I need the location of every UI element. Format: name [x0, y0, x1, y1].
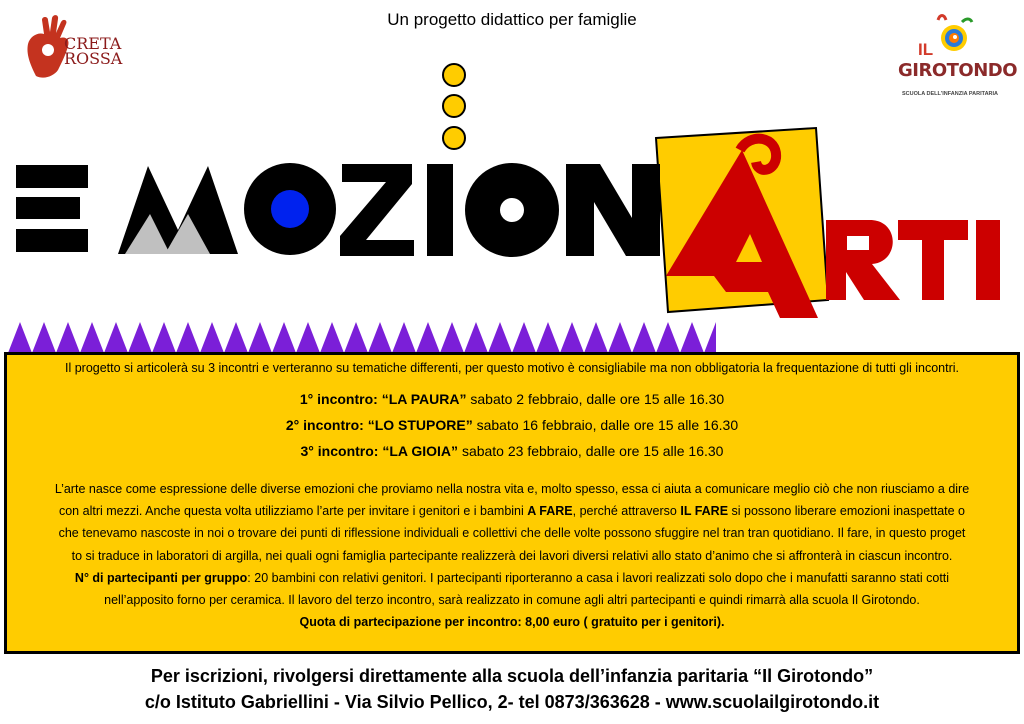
meeting-1 — [7, 391, 1017, 407]
letter-n — [566, 164, 660, 256]
girotondo-logo-text: GIROTONDO — [898, 60, 1018, 81]
meeting-2 — [7, 417, 1017, 433]
meeting-label: 2° incontro: — [285, 417, 364, 433]
logo-prefix: IL — [918, 40, 934, 59]
letter-r-red — [826, 220, 900, 300]
participants-label: N° di partecipanti per gruppo — [74, 570, 248, 585]
footer-enrollment: Per iscrizioni, rivolgersi direttamente alla scuola dell’infanzia paritaria “Il Girotondo” — [150, 666, 874, 686]
body-line: che tenevamo nascoste in noi o trovare dei punti di riflessione individuali e collettivi che delle volte possono sfuggire nel tran tran quotidiano. Il fare, in questo proget — [58, 526, 966, 541]
meeting-3 — [7, 443, 1017, 459]
triangle-border — [8, 322, 716, 353]
girotondo-logo-tagline: SCUOLA DELL'INFANZIA PARITARIA — [902, 91, 999, 97]
meeting-theme: “LA PAURA” — [381, 391, 467, 407]
meeting-theme: “LO STUPORE” — [367, 417, 473, 433]
meeting-label: 1° incontro: — [299, 391, 378, 407]
body-fragment: , perché attraverso — [572, 504, 681, 519]
letter-t-red — [898, 220, 968, 300]
body-line: L’arte nasce come espressione delle diverse emozioni che proviamo nella nostra vita e, molto spesso, essa ci aiuta a comunicare meglio ciò che non riusciamo a dire — [54, 482, 970, 496]
body-fragment: : 20 bambini con relativi genitori. I partecipanti riporteranno a casa i lavori realizzati solo dopo che i manufatti saranno stati cotti — [247, 570, 950, 585]
logo-line-2: ROSSA — [64, 49, 123, 68]
footer-contact: c/o Istituto Gabriellini - Via Silvio Pellico, 2- tel 0873/363628 - www.scuolailgirotondo.it — [144, 692, 880, 712]
poster-title — [0, 55, 1024, 330]
body-line — [7, 567, 1017, 589]
letter-e — [16, 165, 88, 252]
fee-line — [7, 611, 1017, 633]
dot-icon — [443, 64, 465, 86]
description-text — [7, 478, 1017, 633]
fee-text: Quota di partecipazione per incontro: 8,00 euro ( gratuito per i genitori). — [299, 615, 725, 630]
body-fragment-bold: A FARE — [527, 504, 573, 519]
meeting-detail: sabato 16 febbraio, dalle ore 15 alle 16.30 — [476, 417, 739, 433]
intro-text: Il progetto si articolerà su 3 incontri e verteranno su tematiche differenti, per questo motivo è consigliabile ma non obbligatoria la frequentazione di tutti gli incontri. — [64, 361, 960, 375]
meeting-detail: sabato 2 febbraio, dalle ore 15 alle 16.30 — [470, 391, 725, 407]
letter-i — [427, 164, 453, 256]
letter-o — [244, 163, 336, 255]
meeting-label: 3° incontro: — [300, 443, 379, 459]
body-fragment: con altri mezzi. Anche questa volta utilizziamo l’arte per invitare i genitori e i bambini — [58, 504, 528, 519]
letter-z — [340, 164, 414, 256]
dot-icon — [443, 127, 465, 149]
body-fragment: si possono liberare emozioni inaspettate o — [728, 504, 965, 519]
dot-icon — [443, 95, 465, 117]
info-box — [4, 352, 1020, 654]
letter-i-red — [976, 220, 1000, 300]
meeting-detail: sabato 23 febbraio, dalle ore 15 alle 16.30 — [461, 443, 724, 459]
meeting-theme: “LA GIOIA” — [382, 443, 459, 459]
body-fragment-bold: IL FARE — [680, 504, 729, 519]
letter-m — [118, 166, 238, 254]
body-line — [7, 500, 1017, 522]
body-line: to si traduce in laboratori di argilla, nei quali ogni famiglia partecipante realizzerà dei lavori diversi relativi allo stato d’animo che si affronterà in ciascun incontro. — [71, 548, 953, 563]
body-line: nell’apposito forno per ceramica. Il lavoro del terzo incontro, sarà realizzato in comune agli altri partecipanti e quindi rimarrà alla scuola Il Girotondo. — [104, 593, 920, 608]
letter-o-2 — [465, 163, 559, 257]
poster-subtitle: Un progetto didattico per famiglie — [387, 10, 637, 29]
logo-line-1: CRETA — [64, 34, 122, 53]
